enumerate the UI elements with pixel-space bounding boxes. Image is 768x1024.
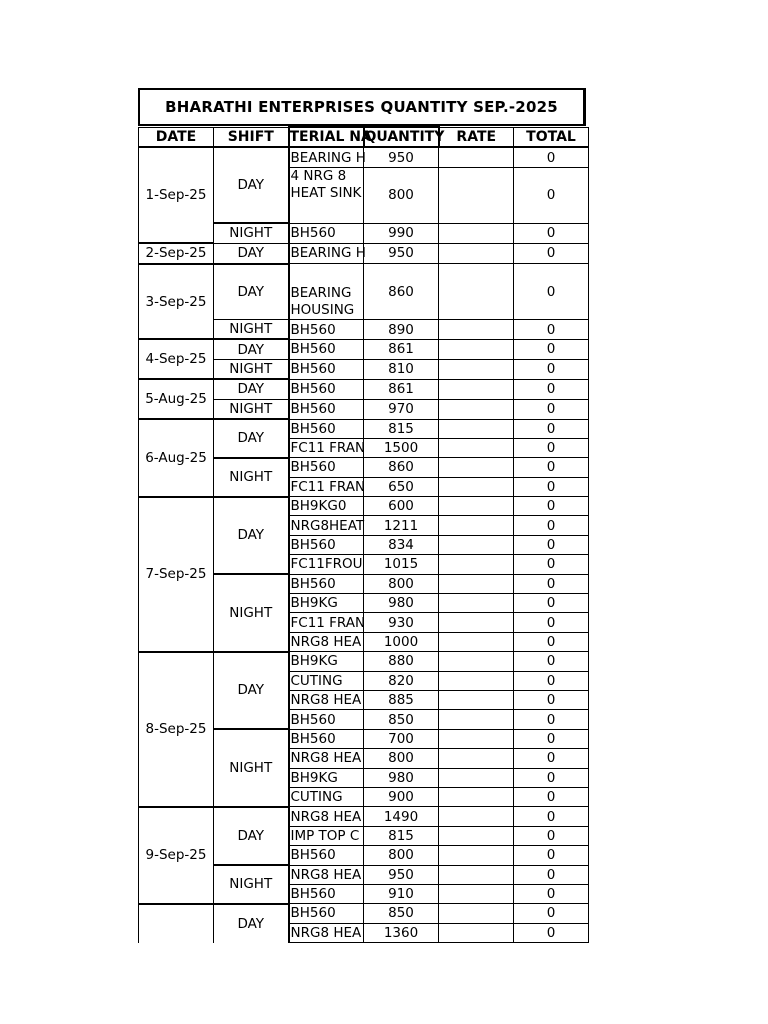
rate-cell[interactable] (439, 243, 514, 263)
total-cell[interactable]: 0 (514, 167, 589, 223)
table-row (139, 419, 589, 438)
total-cell[interactable]: 0 (514, 320, 589, 340)
total-cell[interactable]: 0 (514, 147, 589, 167)
date-cell[interactable]: 7-Sep-25 (139, 497, 214, 652)
material-cell[interactable]: BH9KG (289, 652, 364, 671)
material-cell[interactable]: IMP TOP C (289, 826, 364, 845)
rate-cell[interactable] (439, 555, 514, 574)
total-cell[interactable]: 0 (514, 497, 589, 516)
table-row (139, 379, 589, 399)
header-material[interactable]: TERIAL NA (289, 127, 364, 147)
total-cell[interactable]: 0 (514, 399, 589, 419)
quantity-cell[interactable]: 1360 (364, 923, 439, 942)
rate-cell[interactable] (439, 399, 514, 419)
shift-cell[interactable]: DAY (214, 652, 289, 730)
quantity-cell[interactable]: 800 (364, 846, 439, 865)
material-cell[interactable]: CUTING (289, 671, 364, 690)
quantity-cell[interactable]: 890 (364, 320, 439, 340)
date-cell[interactable]: 4-Sep-25 (139, 339, 214, 379)
shift-cell[interactable]: DAY (214, 147, 289, 223)
total-cell[interactable]: 0 (514, 787, 589, 806)
date-cell[interactable] (139, 904, 214, 943)
material-cell[interactable]: BH560 (289, 458, 364, 477)
rate-cell[interactable] (439, 167, 514, 223)
rate-cell[interactable] (439, 652, 514, 671)
rate-cell[interactable] (439, 477, 514, 496)
table-row (139, 497, 589, 516)
table-row (139, 243, 589, 263)
total-cell[interactable]: 0 (514, 339, 589, 359)
quantity-cell[interactable]: 1490 (364, 807, 439, 826)
quantity-cell[interactable]: 700 (364, 729, 439, 748)
material-cell[interactable]: 4 NRG 8 HEAT SINK (289, 167, 364, 223)
quantity-cell[interactable]: 850 (364, 904, 439, 923)
total-cell[interactable]: 0 (514, 264, 589, 320)
quantity-cell[interactable]: 810 (364, 359, 439, 379)
total-cell[interactable]: 0 (514, 729, 589, 748)
header-total[interactable]: TOTAL (514, 127, 589, 147)
material-cell[interactable]: BH560 (289, 574, 364, 593)
total-cell[interactable]: 0 (514, 749, 589, 768)
date-cell[interactable]: 9-Sep-25 (139, 807, 214, 904)
shift-cell[interactable]: NIGHT (214, 223, 289, 243)
table-row (139, 147, 589, 167)
shift-cell[interactable]: DAY (214, 807, 289, 865)
material-cell[interactable]: BEARING H (289, 147, 364, 167)
total-cell[interactable]: 0 (514, 535, 589, 554)
date-cell[interactable]: 1-Sep-25 (139, 147, 214, 243)
table-row (139, 264, 589, 320)
total-cell[interactable]: 0 (514, 904, 589, 923)
material-cell[interactable]: BH560 (289, 320, 364, 340)
shift-cell[interactable]: DAY (214, 339, 289, 359)
rate-cell[interactable] (439, 264, 514, 320)
shift-cell[interactable]: NIGHT (214, 320, 289, 340)
quantity-cell[interactable]: 910 (364, 884, 439, 903)
total-cell[interactable]: 0 (514, 223, 589, 243)
rate-cell[interactable] (439, 826, 514, 845)
total-cell[interactable]: 0 (514, 613, 589, 632)
quantity-cell[interactable]: 900 (364, 787, 439, 806)
total-cell[interactable]: 0 (514, 458, 589, 477)
rate-cell[interactable] (439, 690, 514, 709)
total-cell[interactable]: 0 (514, 594, 589, 613)
material-cell[interactable]: NRG8 HEA (289, 632, 364, 651)
shift-cell[interactable]: DAY (214, 243, 289, 263)
rate-cell[interactable] (439, 671, 514, 690)
quantity-cell[interactable]: 880 (364, 652, 439, 671)
quantity-cell[interactable]: 950 (364, 865, 439, 884)
rate-cell[interactable] (439, 419, 514, 438)
total-cell[interactable]: 0 (514, 632, 589, 651)
material-cell[interactable]: NRG8 HEA (289, 690, 364, 709)
material-cell[interactable]: BH560 (289, 359, 364, 379)
quantity-cell[interactable]: 930 (364, 613, 439, 632)
shift-cell[interactable]: DAY (214, 497, 289, 575)
total-cell[interactable]: 0 (514, 923, 589, 942)
quantity-cell[interactable]: 834 (364, 535, 439, 554)
material-cell[interactable]: BH560 (289, 419, 364, 438)
rate-cell[interactable] (439, 904, 514, 923)
material-cell[interactable]: BEARING H (289, 243, 364, 263)
total-cell[interactable]: 0 (514, 243, 589, 263)
material-cell[interactable]: BH560 (289, 884, 364, 903)
quantity-cell[interactable]: 860 (364, 458, 439, 477)
quantity-cell[interactable]: 980 (364, 768, 439, 787)
total-cell[interactable]: 0 (514, 690, 589, 709)
rate-cell[interactable] (439, 147, 514, 167)
material-cell[interactable]: BH560 (289, 846, 364, 865)
total-cell[interactable]: 0 (514, 359, 589, 379)
shift-cell[interactable]: NIGHT (214, 458, 289, 497)
quantity-cell[interactable]: 885 (364, 690, 439, 709)
rate-cell[interactable] (439, 729, 514, 748)
material-cell[interactable]: FC11 FRAN (290, 440, 366, 457)
total-cell[interactable]: 0 (514, 671, 589, 690)
total-cell[interactable]: 0 (514, 477, 589, 496)
quantity-cell[interactable]: 1015 (364, 555, 439, 574)
material-cell[interactable]: BH560 (289, 223, 364, 243)
rate-cell[interactable] (439, 884, 514, 903)
material-cell[interactable]: NRG8 HEA (289, 749, 364, 768)
material-cell[interactable]: BEARING HOUSING (289, 264, 364, 320)
rate-cell[interactable] (439, 768, 514, 787)
shift-cell[interactable]: DAY (214, 264, 289, 320)
rate-cell[interactable] (439, 516, 514, 535)
quantity-cell[interactable]: 815 (364, 419, 439, 438)
header-shift[interactable]: SHIFT (214, 127, 289, 147)
rate-cell[interactable] (439, 379, 514, 399)
quantity-cell[interactable]: 800 (364, 574, 439, 593)
material-cell[interactable]: NRG8HEAT (290, 517, 365, 534)
quantity-cell[interactable]: 970 (364, 399, 439, 419)
total-cell[interactable]: 0 (514, 419, 589, 438)
rate-cell[interactable] (439, 438, 514, 457)
quantity-cell[interactable]: 800 (364, 167, 439, 223)
rate-cell[interactable] (439, 865, 514, 884)
quantity-cell[interactable]: 650 (364, 477, 439, 496)
rate-cell[interactable] (439, 710, 514, 729)
material-cell[interactable]: NRG8 HEA (289, 807, 364, 826)
quantity-cell[interactable]: 950 (364, 243, 439, 263)
header-quantity[interactable]: QUANTITY (364, 127, 439, 147)
date-cell[interactable]: 8-Sep-25 (139, 652, 214, 807)
quantity-cell[interactable]: 850 (364, 710, 439, 729)
total-cell[interactable]: 0 (514, 865, 589, 884)
date-cell[interactable]: 3-Sep-25 (139, 264, 214, 340)
shift-cell[interactable]: NIGHT (214, 865, 289, 904)
material-cell[interactable]: FC11FROU (290, 556, 363, 573)
rate-cell[interactable] (439, 749, 514, 768)
rate-cell[interactable] (439, 339, 514, 359)
rate-cell[interactable] (439, 807, 514, 826)
shift-cell[interactable]: NIGHT (214, 729, 289, 807)
quantity-cell[interactable]: 815 (364, 826, 439, 845)
quantity-cell[interactable]: 1500 (364, 438, 439, 457)
rate-cell[interactable] (439, 359, 514, 379)
header-rate[interactable]: RATE (439, 127, 514, 147)
quantity-cell[interactable]: 861 (364, 339, 439, 359)
total-cell[interactable]: 0 (514, 826, 589, 845)
quantity-cell[interactable]: 820 (364, 671, 439, 690)
date-cell[interactable]: 5-Aug-25 (139, 379, 214, 419)
shift-cell[interactable]: NIGHT (214, 399, 289, 419)
quantity-cell[interactable]: 600 (364, 497, 439, 516)
date-cell[interactable]: 2-Sep-25 (139, 243, 214, 263)
table-row (139, 652, 589, 671)
quantity-cell[interactable]: 860 (364, 264, 439, 320)
rate-cell[interactable] (439, 787, 514, 806)
total-cell[interactable]: 0 (514, 846, 589, 865)
table-row (139, 339, 589, 359)
material-cell[interactable]: BH9KG (289, 768, 364, 787)
total-cell[interactable]: 0 (514, 516, 589, 535)
material-cell[interactable]: BH560 (289, 399, 364, 419)
quantity-cell[interactable]: 950 (364, 147, 439, 167)
material-cell[interactable]: BH9KG (289, 594, 364, 613)
total-cell[interactable]: 0 (514, 710, 589, 729)
quantity-table (138, 126, 589, 943)
shift-cell[interactable]: DAY (214, 379, 289, 399)
material-cell[interactable]: CUTING (289, 787, 364, 806)
total-cell[interactable]: 0 (514, 768, 589, 787)
table-row (139, 807, 589, 826)
header-row (139, 127, 589, 147)
total-cell[interactable]: 0 (514, 555, 589, 574)
total-cell[interactable]: 0 (514, 379, 589, 399)
material-cell[interactable]: NRG8 HEA (289, 923, 364, 942)
material-cell[interactable]: BH560 (289, 379, 364, 399)
rate-cell[interactable] (439, 923, 514, 942)
shift-cell[interactable]: NIGHT (214, 359, 289, 379)
rate-cell[interactable] (439, 223, 514, 243)
shift-cell[interactable]: DAY (214, 419, 289, 458)
shift-cell[interactable]: DAY (214, 904, 289, 943)
date-cell[interactable]: 6-Aug-25 (139, 419, 214, 497)
quantity-cell[interactable]: 980 (364, 594, 439, 613)
material-cell[interactable]: BH9KG0 (289, 497, 364, 516)
quantity-cell[interactable]: 990 (364, 223, 439, 243)
total-cell[interactable]: 0 (514, 807, 589, 826)
total-cell[interactable]: 0 (514, 438, 589, 457)
rate-cell[interactable] (439, 320, 514, 340)
rate-cell[interactable] (439, 497, 514, 516)
material-cell[interactable]: BH560 (289, 904, 364, 923)
total-cell[interactable]: 0 (514, 652, 589, 671)
header-date[interactable]: DATE (139, 127, 214, 147)
rate-cell[interactable] (439, 613, 514, 632)
material-cell[interactable]: FC11 FRAN (290, 614, 366, 631)
material-cell[interactable]: BH560 (289, 339, 364, 359)
total-cell[interactable]: 0 (514, 884, 589, 903)
quantity-cell[interactable]: 800 (364, 749, 439, 768)
rate-cell[interactable] (439, 632, 514, 651)
quantity-cell[interactable]: 1000 (364, 632, 439, 651)
rate-cell[interactable] (439, 574, 514, 593)
material-cell[interactable]: BH560 (289, 710, 364, 729)
quantity-cell[interactable]: 1211 (364, 516, 439, 535)
rate-cell[interactable] (439, 846, 514, 865)
rate-cell[interactable] (439, 535, 514, 554)
sheet-title: BHARATHI ENTERPRISES QUANTITY SEP.-2025 (138, 88, 586, 126)
rate-cell[interactable] (439, 458, 514, 477)
table-row (139, 904, 589, 923)
quantity-cell[interactable]: 861 (364, 379, 439, 399)
shift-cell[interactable]: NIGHT (214, 574, 289, 652)
rate-cell[interactable] (439, 594, 514, 613)
material-cell[interactable]: NRG8 HEA (289, 865, 364, 884)
material-cell[interactable]: FC11 FRAN (290, 478, 366, 495)
material-cell[interactable]: BH560 (289, 535, 364, 554)
material-cell[interactable]: BH560 (289, 729, 364, 748)
total-cell[interactable]: 0 (514, 574, 589, 593)
